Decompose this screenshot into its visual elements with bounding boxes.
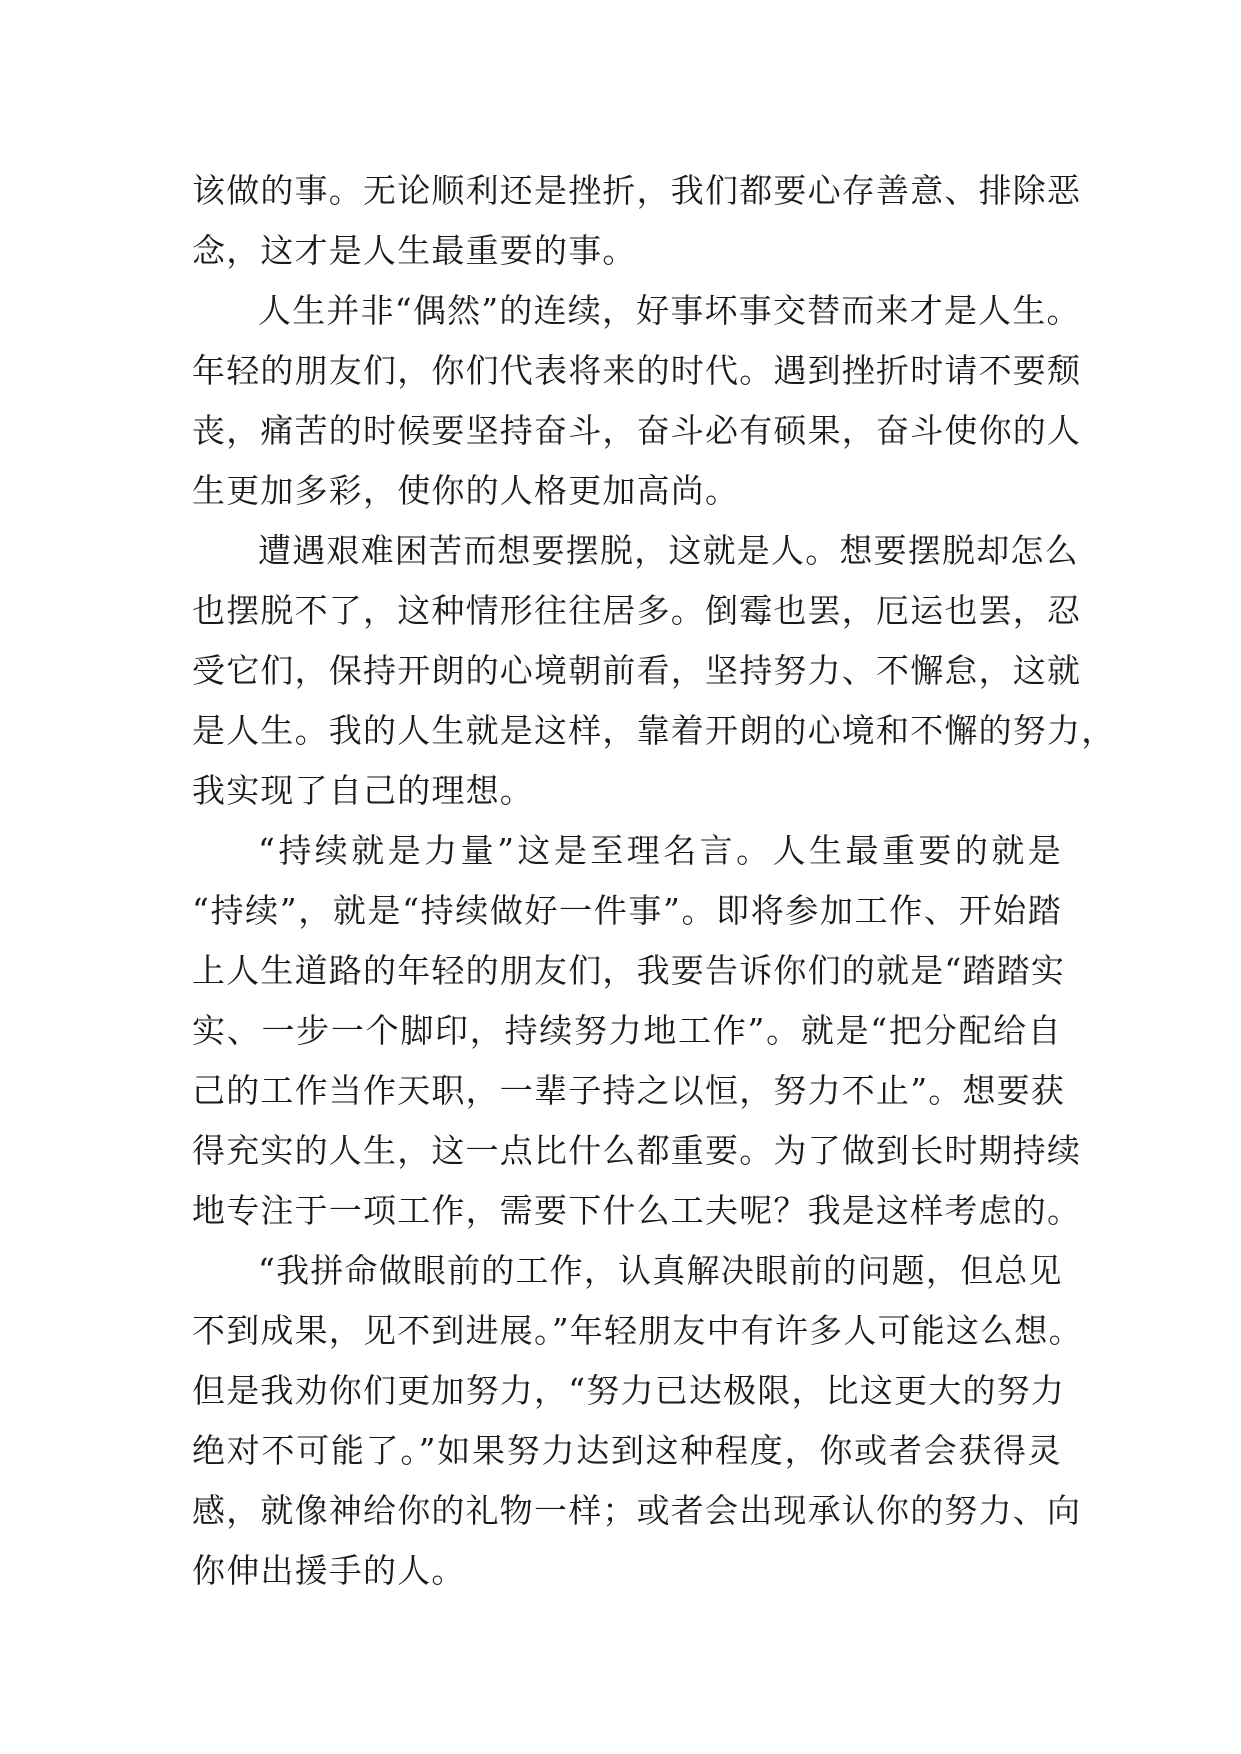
text-line: 不到成果，见不到进展。”年轻朋友中有许多人可能这么想。 xyxy=(192,1311,1083,1350)
text-line: 生更加多彩，使你的人格更加高尚。 xyxy=(192,471,740,510)
text-line: 该做的事。无论顺利还是挫折，我们都要心存善意、排除恶 xyxy=(192,171,1082,210)
text-line: 年轻的朋友们，你们代表将来的时代。遇到挫折时请不要颓 xyxy=(192,351,1082,390)
paragraph-start-line: 遭遇艰难困苦而想要摆脱，这就是人。想要摆脱却怎么 xyxy=(258,531,1079,570)
text-line: 我实现了自己的理想。 xyxy=(192,771,534,810)
text-line: 但是我劝你们更加努力，“努力已达极限，比这更大的努力 xyxy=(192,1371,1066,1410)
paragraph-start-line: “我拼命做眼前的工作，认真解决眼前的问题，但总见 xyxy=(258,1251,1063,1290)
text-line: 实、一步一个脚印，持续努力地工作”。就是“把分配给自 xyxy=(192,1011,1062,1050)
paragraph-start-line: 人生并非“偶然”的连续，好事坏事交替而来才是人生。 xyxy=(258,291,1081,330)
text-line: 你伸出援手的人。 xyxy=(192,1551,466,1590)
paragraph-start-line: “持续就是力量”这是至理名言。人生最重要的就是 xyxy=(258,831,1062,870)
text-line: 受它们，保持开朗的心境朝前看，坚持努力、不懈怠，这就 xyxy=(192,651,1082,690)
text-line: 绝对不可能了。”如果努力达到这种程度，你或者会获得灵 xyxy=(192,1431,1062,1470)
text-line: 感，就像神给你的礼物一样；或者会出现承认你的努力、向 xyxy=(192,1491,1082,1530)
text-line: 上人生道路的年轻的朋友们，我要告诉你们的就是“踏踏实 xyxy=(192,951,1066,990)
text-line: 是人生。我的人生就是这样，靠着开朗的心境和不懈的努力， xyxy=(192,711,1116,750)
text-line: “持续”，就是“持续做好一件事”。即将参加工作、开始踏 xyxy=(192,891,1062,930)
text-line: 得充实的人生，这一点比什么都重要。为了做到长时期持续 xyxy=(192,1131,1082,1170)
text-line: 念，这才是人生最重要的事。 xyxy=(192,231,637,270)
text-line: 己的工作当作天职，一辈子持之以恒，努力不止”。想要获 xyxy=(192,1071,1066,1110)
text-line: 丧，痛苦的时候要坚持奋斗，奋斗必有硕果，奋斗使你的人 xyxy=(192,411,1082,450)
text-line: 地专注于一项工作，需要下什么工夫呢？我是这样考虑的。 xyxy=(192,1191,1082,1230)
body-text xyxy=(192,161,1116,1601)
text-line: 也摆脱不了，这种情形往往居多。倒霉也罢，厄运也罢，忍 xyxy=(192,591,1082,630)
